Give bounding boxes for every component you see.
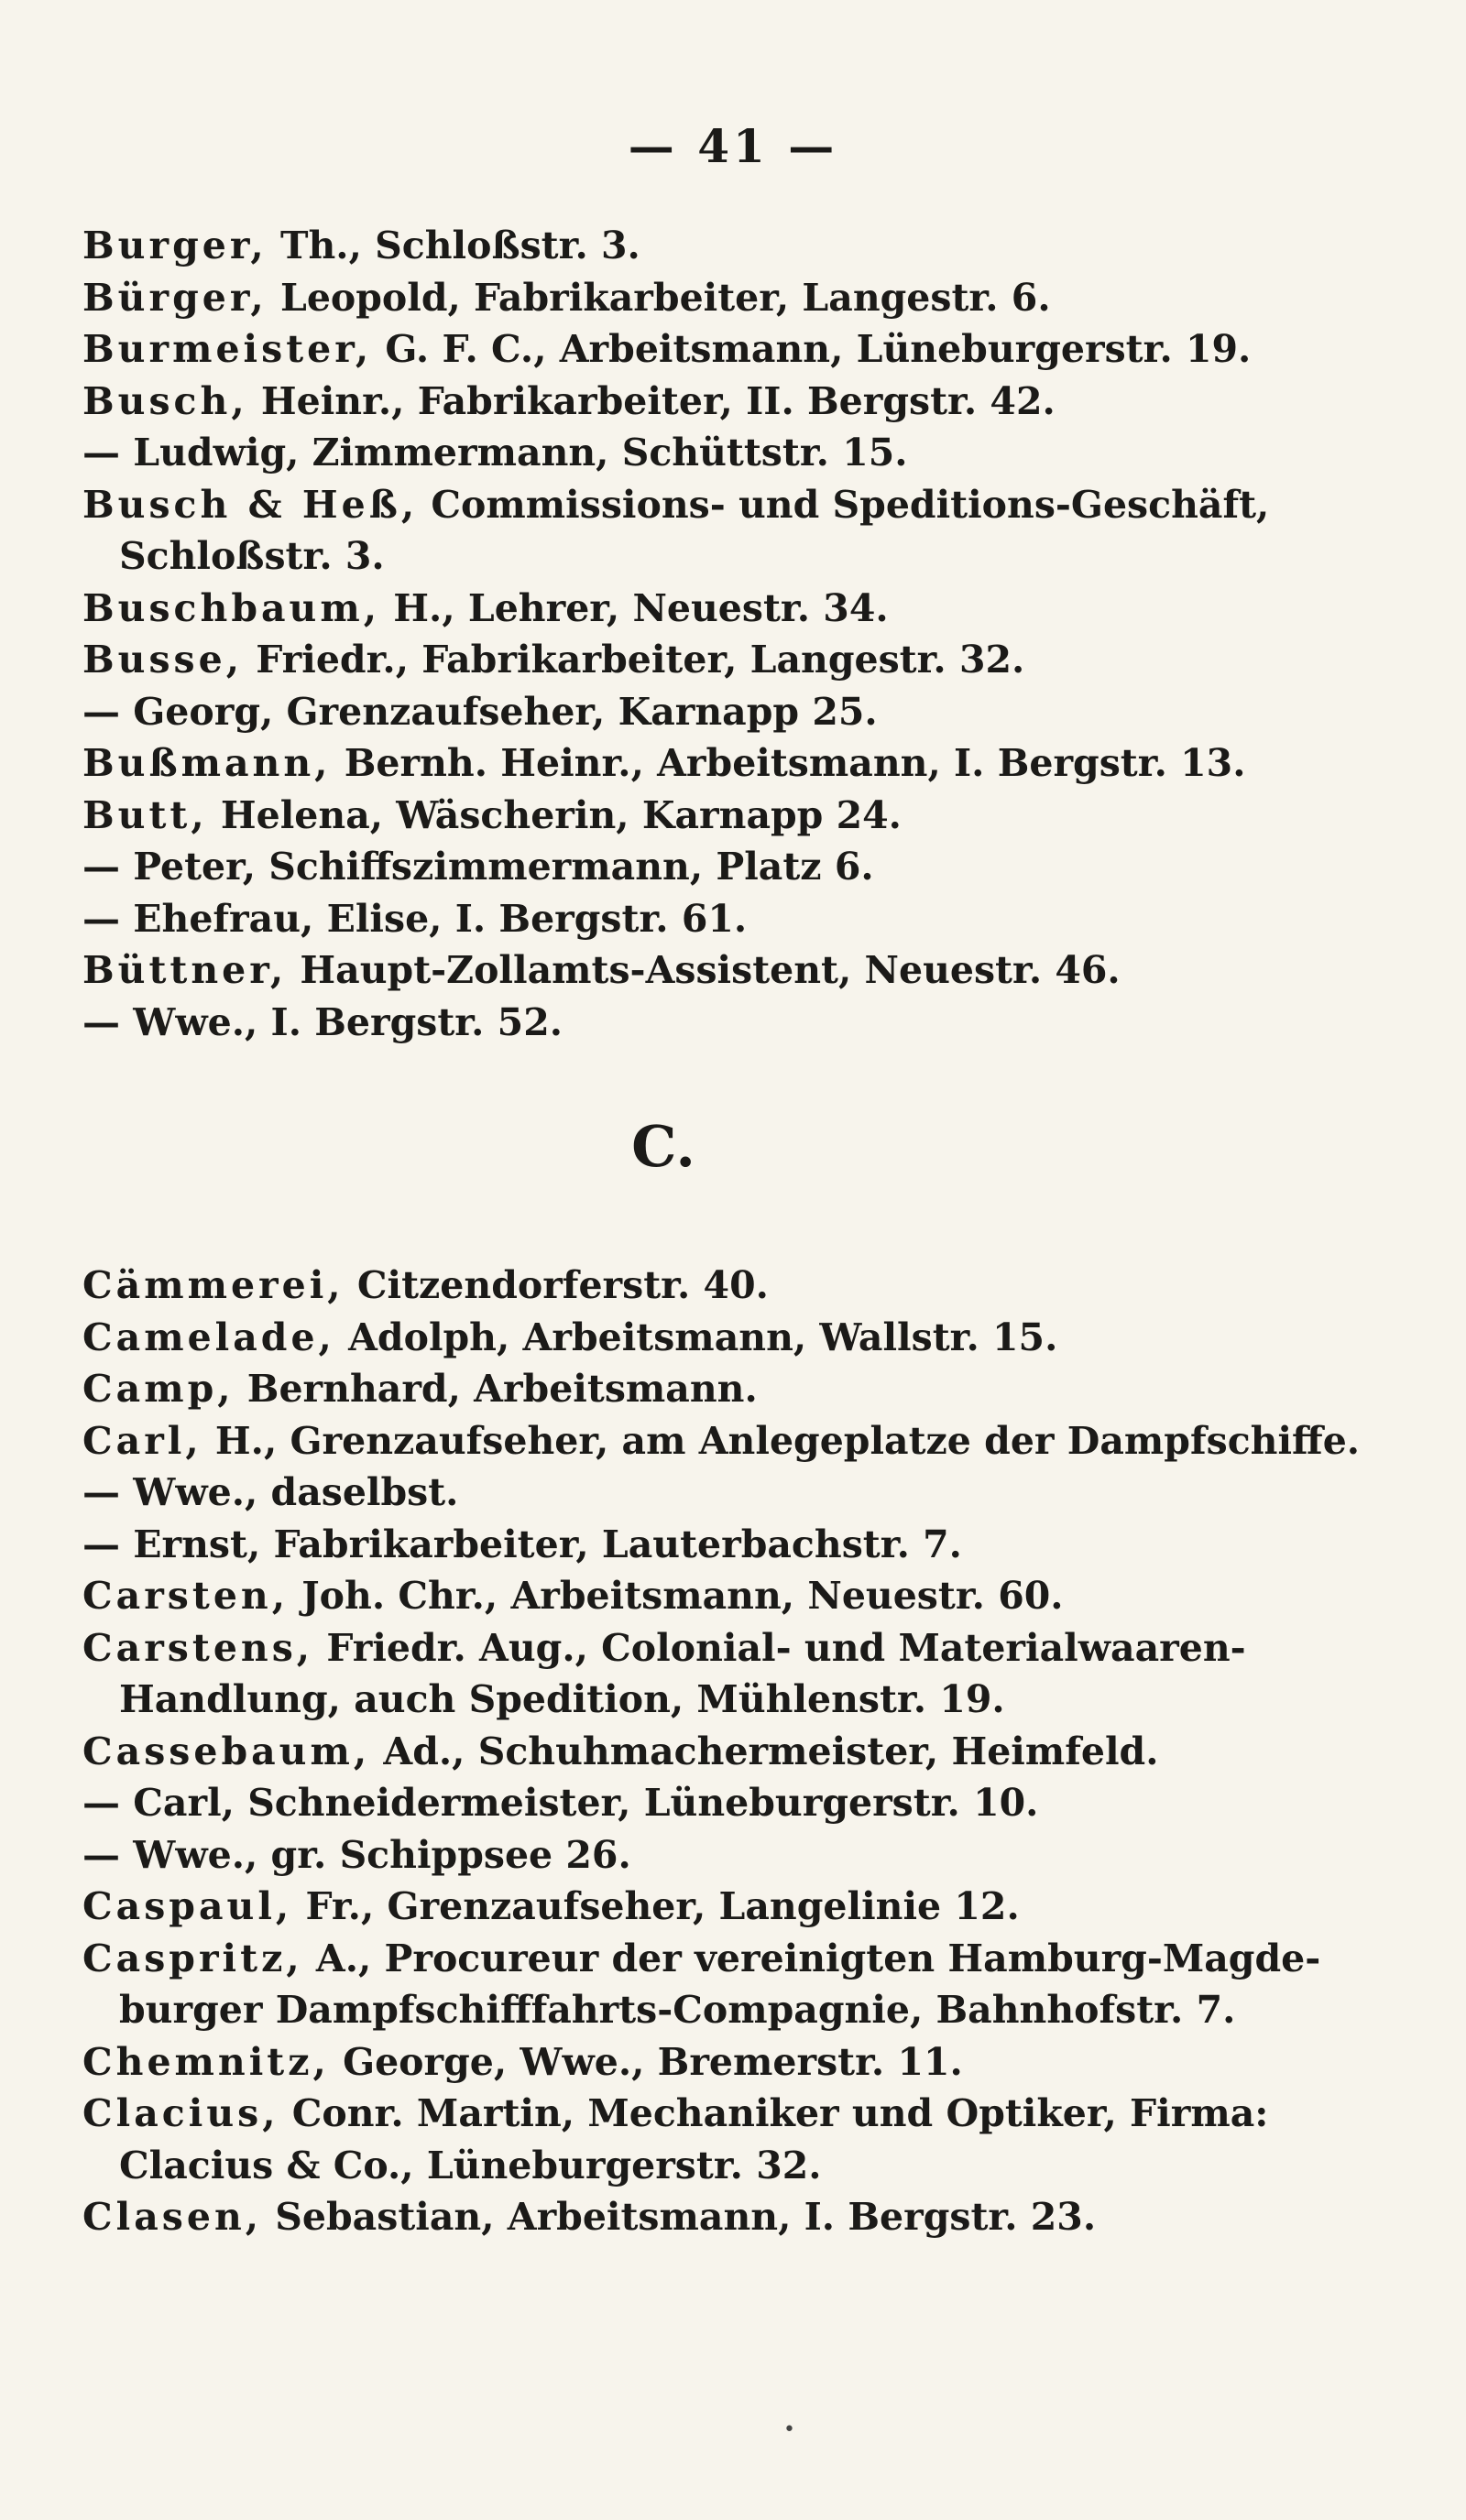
directory-entry	[82, 1260, 1274, 1312]
entry-surname: Carl,	[82, 1418, 202, 1463]
entry-details: — Wwe., gr. Schippsee 26.	[82, 1832, 631, 1877]
entry-continuation: Clacius & Co., Lüneburgerstr. 32.	[119, 2143, 822, 2187]
directory-entry	[82, 479, 1274, 531]
entry-details: Bernh. Heinr., Arbeitsmann, I. Bergstr. 13.	[331, 741, 1246, 785]
directory-entry	[82, 1933, 1321, 1985]
directory-entry	[82, 2088, 1274, 2140]
entry-details: Joh. Chr., Arbeitsmann, Neuestr. 60.	[289, 1574, 1064, 1618]
entry-details: — Ehefrau, Elise, I. Bergstr. 61.	[82, 896, 748, 941]
entry-details: Friedr., Fabrikarbeiter, Langestr. 32.	[243, 638, 1025, 682]
directory-entry	[82, 1570, 1274, 1622]
directory-entry	[82, 427, 1274, 479]
directory-entry	[82, 1777, 1274, 1829]
directory-entry	[82, 272, 1274, 324]
entry-surname: Büttner,	[82, 948, 288, 992]
entry-details: Commissions- und Speditions-Geschäft,	[418, 482, 1270, 527]
directory-entry	[82, 790, 1274, 842]
directory-entry	[82, 1881, 1274, 1933]
directory-entry	[82, 686, 1274, 738]
entry-details: H., Lehrer, Neuestr. 34.	[380, 585, 889, 630]
entry-details: Heinr., Fabrikarbeiter, II. Bergstr. 42.	[247, 378, 1056, 423]
entry-details: Th., Schloßstr. 3.	[267, 224, 640, 267]
entry-details: Citzendorferstr. 40.	[344, 1263, 769, 1307]
entry-surname: Butt,	[82, 792, 208, 837]
entry-surname: Buschbaum,	[82, 585, 381, 630]
entry-details: Conr. Martin, Mechaniker und Optiker, Firma:	[279, 2091, 1269, 2135]
entry-details: Helena, Wäscherin, Karnapp 24.	[207, 792, 902, 837]
page-number: — 41 —	[628, 119, 838, 173]
entry-details: A., Procureur der vereinigten Hamburg-Magde-	[302, 1936, 1321, 1980]
directory-entry	[82, 220, 1274, 272]
entry-details: George, Wwe., Bremerstr. 11.	[329, 2039, 963, 2084]
directory-entry	[82, 2191, 1274, 2243]
entry-surname: Busse,	[82, 638, 243, 682]
directory-block-b	[82, 220, 1274, 1048]
entry-details: — Ernst, Fabrikarbeiter, Lauterbachstr. 7.	[82, 1522, 962, 1566]
entry-continuation: burger Dampfschifffahrts-Compagnie, Bahnhofstr. 7.	[119, 1988, 1236, 2032]
entry-surname: Busch,	[82, 378, 248, 423]
directory-entry	[82, 1312, 1274, 1364]
entry-surname: Bürger,	[82, 275, 268, 320]
entry-details: Bernhard, Arbeitsmann.	[234, 1367, 758, 1411]
directory-entry	[82, 2036, 1274, 2089]
directory-entry	[82, 841, 1274, 893]
entry-surname: Bußmann,	[82, 741, 332, 785]
entry-surname: Burmeister,	[82, 327, 373, 371]
section-heading: C.	[631, 1113, 695, 1180]
directory-block-c	[82, 1260, 1361, 2243]
entry-surname: Caspaul,	[82, 1884, 293, 1928]
entry-details: — Georg, Grenzaufseher, Karnapp 25.	[82, 689, 878, 734]
entry-continuation: Schloßstr. 3.	[119, 534, 385, 578]
directory-entry	[82, 1726, 1274, 1778]
entry-surname: Cämmerei,	[82, 1263, 345, 1307]
entry-surname: Clasen,	[82, 2195, 263, 2239]
printer-mark: •	[783, 2418, 795, 2441]
entry-details: Ad., Schuhmachermeister, Heimfeld.	[370, 1729, 1159, 1773]
entry-details: G. F. C., Arbeitsmann, Lüneburgerstr. 19.	[372, 327, 1252, 371]
entry-surname: Camp,	[82, 1367, 235, 1411]
entry-details: Sebastian, Arbeitsmann, I. Bergstr. 23.	[262, 2195, 1097, 2239]
entry-surname: Caspritz,	[82, 1936, 303, 1980]
entry-details: — Peter, Schiffszimmermann, Platz 6.	[82, 845, 874, 889]
directory-entry	[82, 1415, 1361, 1467]
entry-details: — Ludwig, Zimmermann, Schüttstr. 15.	[82, 431, 908, 475]
directory-entry	[82, 634, 1274, 686]
entry-details: — Wwe., I. Bergstr. 52.	[82, 999, 563, 1044]
directory-entry	[82, 1622, 1274, 1675]
entry-continuation: Handlung, auch Spedition, Mühlenstr. 19.	[119, 1677, 1005, 1721]
directory-entry	[82, 1467, 1274, 1519]
entry-details: Friedr. Aug., Colonial- und Materialwaaren-	[313, 1625, 1246, 1670]
entry-details: — Carl, Schneidermeister, Lüneburgerstr. 10.	[82, 1781, 1039, 1825]
directory-entry	[82, 997, 1274, 1049]
entry-details: Fr., Grenzaufseher, Langelinie 12.	[292, 1884, 1020, 1928]
directory-entry	[82, 376, 1274, 428]
entry-surname: Chemnitz,	[82, 2039, 330, 2084]
entry-surname: Busch & Heß,	[82, 482, 419, 527]
directory-entry	[82, 1363, 1274, 1415]
directory-entry	[82, 944, 1274, 997]
entry-details: Adolph, Arbeitsmann, Wallstr. 15.	[334, 1315, 1058, 1359]
entry-surname: Clacius,	[82, 2091, 279, 2135]
entry-surname: Burger,	[82, 224, 268, 267]
entry-details: Haupt-Zollamts-Assistent, Neuestr. 46.	[287, 948, 1121, 992]
entry-surname: Carstens,	[82, 1625, 314, 1670]
directory-entry	[82, 1829, 1274, 1882]
entry-details: H., Grenzaufseher, am Anlegeplatze der Dampfschiffe.	[202, 1418, 1361, 1463]
entry-surname: Camelade,	[82, 1315, 335, 1359]
directory-entry	[82, 323, 1274, 376]
directory-entry	[82, 893, 1274, 945]
directory-entry	[82, 583, 1274, 635]
entry-details: Leopold, Fabrikarbeiter, Langestr. 6.	[267, 275, 1051, 320]
entry-surname: Carsten,	[82, 1574, 289, 1618]
directory-entry	[82, 737, 1274, 790]
directory-entry	[82, 1519, 1274, 1571]
entry-surname: Cassebaum,	[82, 1729, 371, 1773]
entry-details: — Wwe., daselbst.	[82, 1470, 459, 1514]
